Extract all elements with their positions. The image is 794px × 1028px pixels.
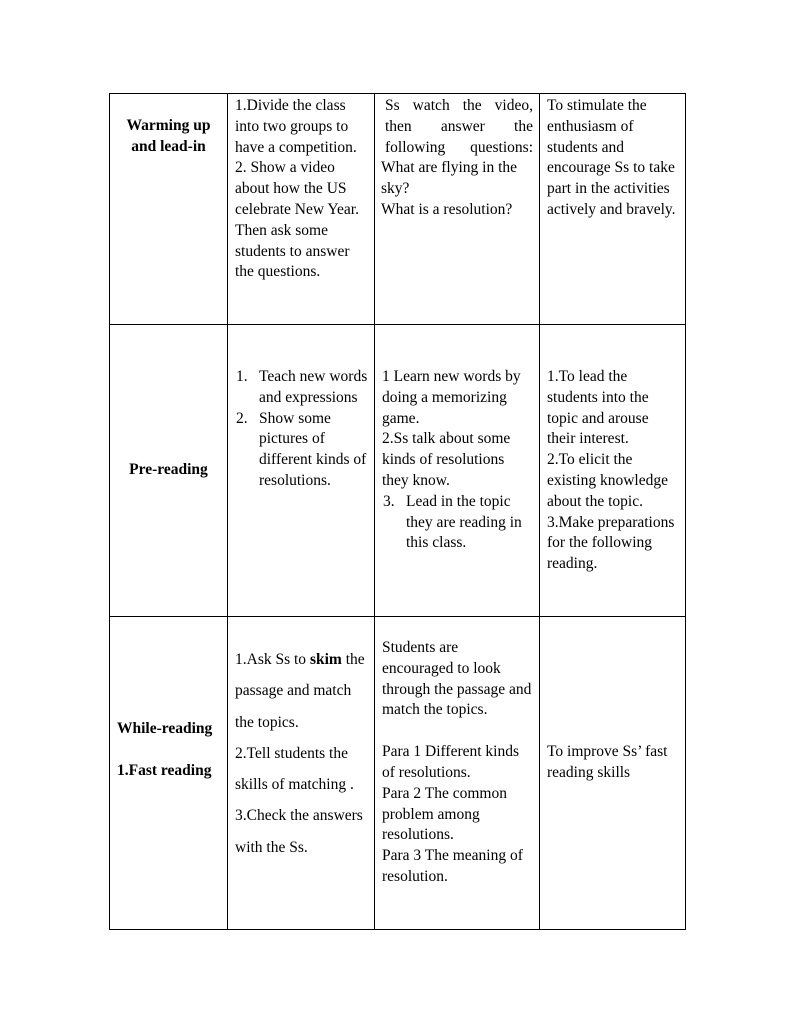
teacher-step: Teach new words and expressions: [259, 368, 368, 406]
teacher-step-prefix: 1.Ask Ss to: [235, 651, 310, 668]
stage-cell: [110, 325, 228, 617]
stage-label: Pre-reading: [129, 461, 208, 479]
teacher-activity-cell: [228, 325, 375, 617]
stage-label: Warming up and lead-in: [126, 117, 211, 155]
paragraph-match: Para 3 The meaning of resolution.: [382, 847, 523, 885]
table-row: [110, 94, 686, 325]
student-step: 1 Learn new words by doing a memorizing game.: [382, 368, 521, 427]
stage-cell: [110, 94, 228, 325]
purpose-text: To improve Ss’ fast reading skills: [547, 743, 668, 781]
teacher-step: 2. Show a video about how the US celebrate New Year. Then ask some students to answer the questions.: [235, 159, 359, 281]
list-number: 1.: [236, 368, 248, 385]
student-activity-cell: [375, 617, 540, 930]
list-item: [235, 367, 368, 409]
purpose-text: 2.To elicit the existing knowledge about the topic.: [547, 451, 668, 510]
teacher-step: Show some pictures of different kinds of resolutions.: [259, 409, 367, 489]
teacher-step-rest: the passage and match the topics.: [235, 651, 365, 731]
stage-sublabel: 1.Fast reading: [117, 761, 212, 779]
paragraph-match: Para 1 Different kinds of resolutions.: [382, 743, 520, 781]
student-step: Lead in the topic they are reading in this class.: [406, 492, 522, 552]
student-activity-cell: [375, 325, 540, 617]
purpose-cell: [540, 325, 686, 617]
student-step: What are flying in the sky?: [381, 159, 518, 198]
stage-cell: [110, 617, 228, 930]
paragraph-match: Para 2 The common problem among resolutions.: [382, 784, 507, 844]
list-number: 3.: [383, 492, 395, 510]
teacher-step: 2.Tell students the skills of matching .: [235, 744, 354, 794]
student-activity-cell: [375, 94, 540, 325]
teacher-step: 1.Divide the class into two groups to have a competition.: [235, 97, 357, 156]
stage-label: While-reading: [117, 720, 213, 737]
teacher-step: 3.Check the answers with the Ss.: [235, 807, 363, 856]
table-row: [110, 325, 686, 617]
purpose-text: 1.To lead the students into the topic and arouse their interest.: [547, 368, 649, 448]
student-step: What is a resolution?: [381, 200, 513, 218]
teacher-activity-cell: [228, 617, 375, 930]
keyword-skim: skim: [309, 651, 342, 668]
purpose-cell: [540, 617, 686, 930]
list-item: [235, 409, 368, 492]
list-item: [382, 492, 533, 554]
student-intro: Students are encouraged to look through the passage and match the topics.: [382, 639, 532, 719]
list-number: 2.: [236, 409, 248, 427]
lesson-plan-table: [109, 93, 686, 930]
student-step: Ss watch the video, then answer the following questions:: [385, 97, 533, 156]
table-row: [110, 617, 686, 930]
purpose-text: 3.Make preparations for the following reading.: [547, 513, 675, 573]
teacher-activity-cell: [228, 94, 375, 325]
student-step: 2.Ss talk about some kinds of resolutions they know.: [382, 430, 511, 489]
purpose-cell: [540, 94, 686, 325]
teacher-step: [235, 644, 368, 738]
purpose-text: To stimulate the enthusiasm of students and encourage Ss to take part in the activities actively and bravely.: [547, 97, 676, 218]
